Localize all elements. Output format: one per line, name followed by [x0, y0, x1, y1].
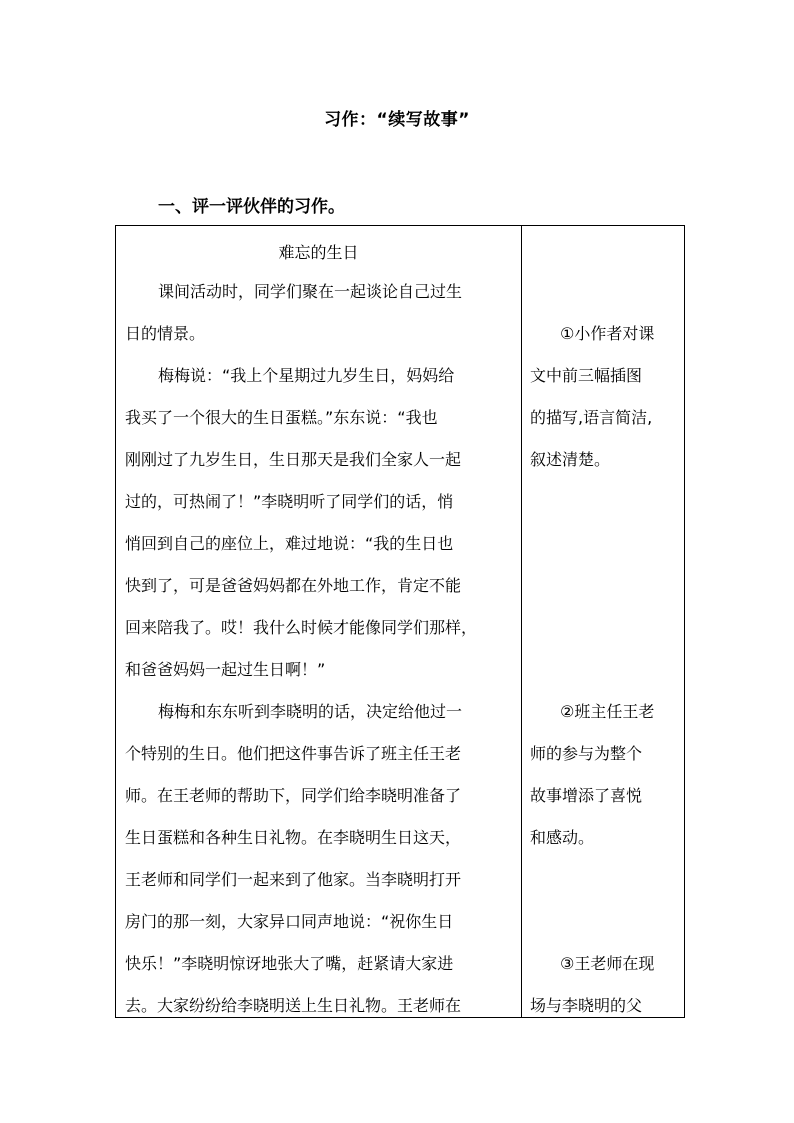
essay-line: 生日蛋糕和各种生日礼物。在李晓明生日这天， — [125, 828, 462, 847]
essay-line: 个特别的生日。他们把这件事告诉了班主任王老 — [125, 744, 462, 763]
comment-line: 和感动。 — [530, 828, 595, 847]
comment-line: ③王老师在现 — [560, 954, 655, 973]
essay-line: 去。大家纷纷给李晓明送上生日礼物。王老师在 — [125, 996, 462, 1015]
comments-column — [522, 226, 686, 1017]
essay-column — [116, 226, 521, 1017]
comment-line: 叙述清楚。 — [530, 450, 611, 469]
essay-line: 快到了，可是爸爸妈妈都在外地工作，肯定不能 — [125, 576, 462, 595]
essay-review-table — [115, 225, 685, 1018]
essay-line: 梅梅说：“我上个星期过九岁生日，妈妈给 — [158, 366, 455, 385]
essay-line: 日的情景。 — [125, 324, 206, 343]
section-heading: 一、评一评伙伴的习作。 — [158, 197, 345, 217]
comment-line: ①小作者对课 — [560, 324, 655, 343]
essay-line: 课间活动时，同学们聚在一起谈论自己过生 — [158, 282, 463, 301]
essay-line: 王老师和同学们一起来到了他家。当李晓明打开 — [125, 870, 462, 889]
essay-line: 悄回到自己的座位上，难过地说：“我的生日也 — [125, 534, 454, 553]
essay-title: 难忘的生日 — [278, 243, 359, 262]
comment-line: 故事增添了喜悦 — [530, 786, 643, 805]
comment-line: 的描写,语言简洁, — [530, 408, 653, 427]
essay-line: 我买了一个很大的生日蛋糕。”东东说：“我也 — [125, 408, 438, 427]
comment-line: ②班主任王老 — [560, 702, 655, 721]
essay-line: 回来陪我了。哎！我什么时候才能像同学们那样， — [125, 618, 478, 637]
essay-line: 过的，可热闹了！”李晓明听了同学们的话，悄 — [125, 492, 454, 511]
essay-line: 梅梅和东东听到李晓明的话，决定给他过一 — [158, 702, 463, 721]
essay-line: 房门的那一刻，大家异口同声地说：“祝你生日 — [125, 912, 454, 931]
essay-line: 刚刚过了九岁生日，生日那天是我们全家人一起 — [125, 450, 462, 469]
essay-line: 和爸爸妈妈一起过生日啊！” — [125, 660, 326, 679]
comment-line: 师的参与为整个 — [530, 744, 643, 763]
comment-line: 场与李晓明的父 — [530, 996, 643, 1015]
essay-line: 快乐！”李晓明惊讶地张大了嘴，赶紧请大家进 — [125, 954, 454, 973]
document-title: 习作：“续写故事” — [324, 110, 470, 130]
essay-line: 师。在王老师的帮助下，同学们给李晓明准备了 — [125, 786, 462, 805]
comment-line: 文中前三幅插图 — [530, 366, 643, 385]
